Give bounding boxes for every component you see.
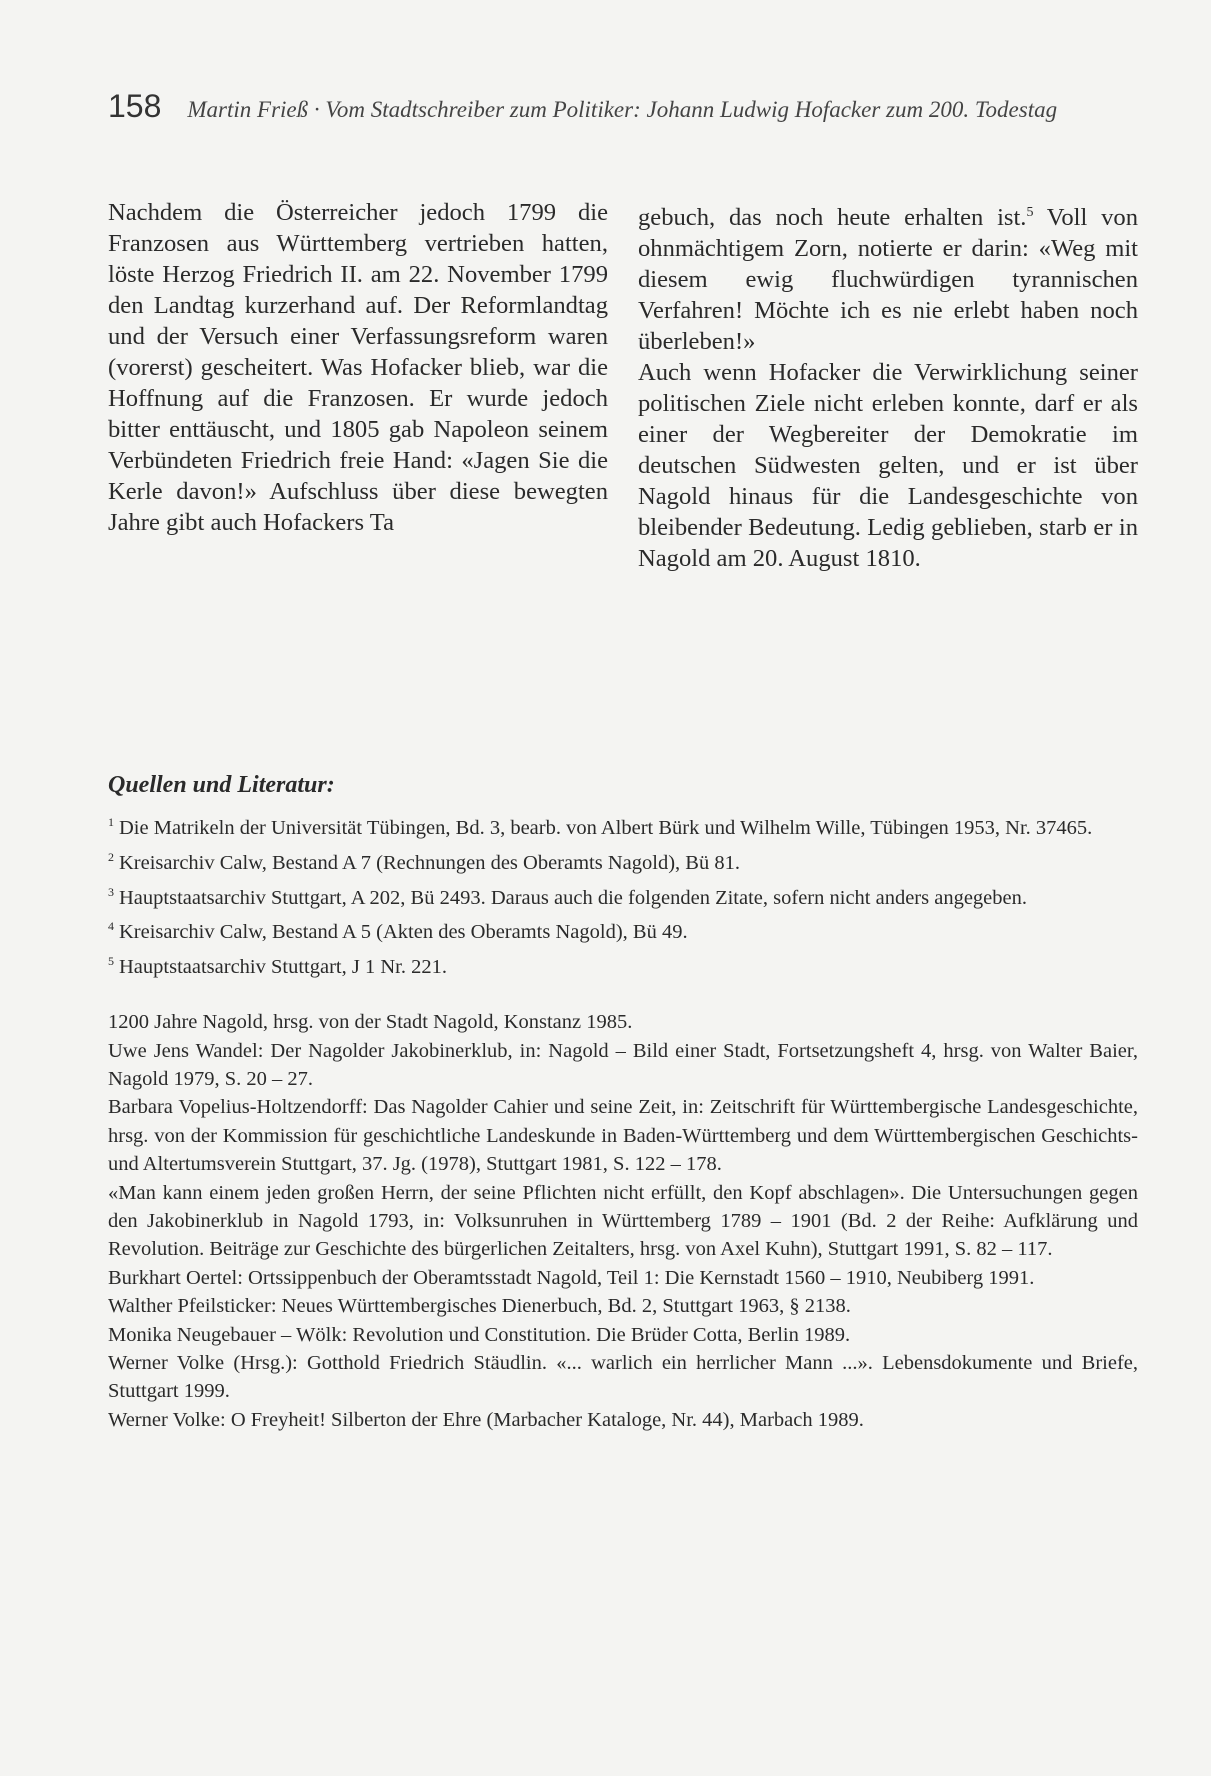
note-item (108, 912, 1138, 946)
note-text: Die Matrikeln der Universität Tübingen, Bd. 3, bearb. von Albert Bürk und Wilhelm Wille, Tübingen 1953, Nr. 37465. (119, 816, 1093, 839)
notes-list (108, 808, 1138, 981)
note-number: 3 (108, 884, 114, 899)
page-header (108, 88, 1128, 125)
literature-item: Werner Volke: O Freyheit! Silberton der Ehre (Marbacher Kataloge, Nr. 44), Marbach 1989. (108, 1408, 864, 1431)
literature-item: «Man kann einem jeden großen Herrn, der seine Pflichten nicht erfüllt, den Kopf abschlagen». Die Untersuchungen gegen den Jakobinerklub in Nagold 1793, in: Volksunruhen in Württemberg 1789 – 1901 (Bd. 2 der Reihe: Aufklärung und Revolution. Beiträge zur Geschichte des bürgerlichen Zeitalters, hrsg. von Axel Kuhn), Stuttgart 1991, S. 82 – 117. (108, 1181, 1138, 1261)
note-text: Hauptstaatsarchiv Stuttgart, A 202, Bü 2493. Daraus auch die folgenden Zitate, sofern nicht anders angegeben. (119, 886, 1028, 909)
page-number: 158 (108, 88, 162, 124)
note-number: 1 (108, 815, 114, 829)
literature-item: Uwe Jens Wandel: Der Nagolder Jakobinerklub, in: Nagold – Bild einer Stadt, Fortsetzungsheft 4, hrsg. von Walter Baier, Nagold 1979, S. 20 – 27. (108, 1039, 1138, 1090)
paragraph: Nachdem die Österreicher jedoch 1799 die Franzosen aus Württemberg vertrieben hatten, löste Herzog Friedrich II. am 22. November 1799 den Landtag kurzerhand auf. Der Reformlandtag und der Versuch einer Verfassungsreform waren (vorerst) gescheitert. Was Hofacker blieb, war die Hoffnung auf die Franzosen. Er wurde jedoch bitter enttäuscht, und 1805 gab Napoleon seinem Verbündeten Friedrich freie Hand: «Jagen Sie die Kerle davon!» Aufschluss über diese bewegten Jahre gibt auch Hofackers Ta (108, 199, 608, 536)
literature-list (108, 1008, 1138, 1434)
paragraph-text: gebuch, das noch heute erhalten ist. (638, 204, 1027, 232)
literature-item: Monika Neugebauer – Wölk: Revolution und Constitution. Die Brüder Cotta, Berlin 1989. (108, 1323, 851, 1346)
note-number: 5 (108, 954, 114, 969)
note-item (108, 947, 1138, 981)
literature-item: Werner Volke (Hrsg.): Gotthold Friedrich Stäudlin. «... warlich ein herrlicher Mann ...». Lebensdokumente und Briefe, Stuttgart 1999. (108, 1352, 1138, 1403)
column-left (108, 197, 608, 574)
note-item (108, 843, 1138, 877)
note-number: 2 (108, 849, 114, 864)
body-text (108, 197, 1138, 574)
note-text: Kreisarchiv Calw, Bestand A 5 (Akten des Oberamts Nagold), Bü 49. (119, 921, 688, 944)
paragraph (638, 197, 1138, 357)
sources-heading: Quellen und Literatur: (108, 772, 335, 798)
paragraph-text: Voll von ohnmächtigem Zorn, notierte er darin: «Weg mit diesem ewig fluchwürdigen tyrannischen Verfahren! Möchte ich es nie erlebt haben noch überleben!» (638, 204, 1139, 356)
column-right (638, 197, 1138, 574)
literature-item: 1200 Jahre Nagold, hrsg. von der Stadt Nagold, Konstanz 1985. (108, 1011, 633, 1034)
literature-item: Walther Pfeilsticker: Neues Württembergisches Dienerbuch, Bd. 2, Stuttgart 1963, § 2138. (108, 1295, 851, 1318)
note-item (108, 878, 1138, 912)
literature-item: Burkhart Oertel: Ortssippenbuch der Oberamtsstadt Nagold, Teil 1: Die Kernstadt 1560 – 1910, Neubiberg 1991. (108, 1266, 1035, 1289)
footnote-ref: 5 (1026, 205, 1034, 220)
note-number: 4 (108, 919, 114, 934)
paragraph: Auch wenn Hofacker die Verwirklichung seiner politischen Ziele nicht erleben konnte, darf er als einer der Wegbereiter der Demokratie im deutschen Südwesten gelten, und er ist über Nagold hinaus für die Landesgeschichte von bleibender Bedeutung. Ledig geblieben, starb er in Nagold am 20. August 1810. (638, 359, 1138, 573)
literature-item: Barbara Vopelius-Holtzendorff: Das Nagolder Cahier und seine Zeit, in: Zeitschrift für Württembergische Landesgeschichte, hrsg. von der Kommission für geschichtliche Landeskunde in Baden-Württemberg und dem Württembergischen Geschichts- und Altertumsverein Stuttgart, 37. Jg. (1978), Stuttgart 1981, S. 122 – 178. (108, 1096, 1138, 1176)
note-text: Kreisarchiv Calw, Bestand A 7 (Rechnungen des Oberamts Nagold), Bü 81. (119, 851, 740, 874)
sources-section (108, 772, 1138, 1434)
note-item (108, 808, 1138, 842)
running-head: Martin Frieß · Vom Stadtschreiber zum Politiker: Johann Ludwig Hofacker zum 200. Todestag (187, 97, 1058, 122)
note-text: Hauptstaatsarchiv Stuttgart, J 1 Nr. 221. (119, 956, 447, 979)
